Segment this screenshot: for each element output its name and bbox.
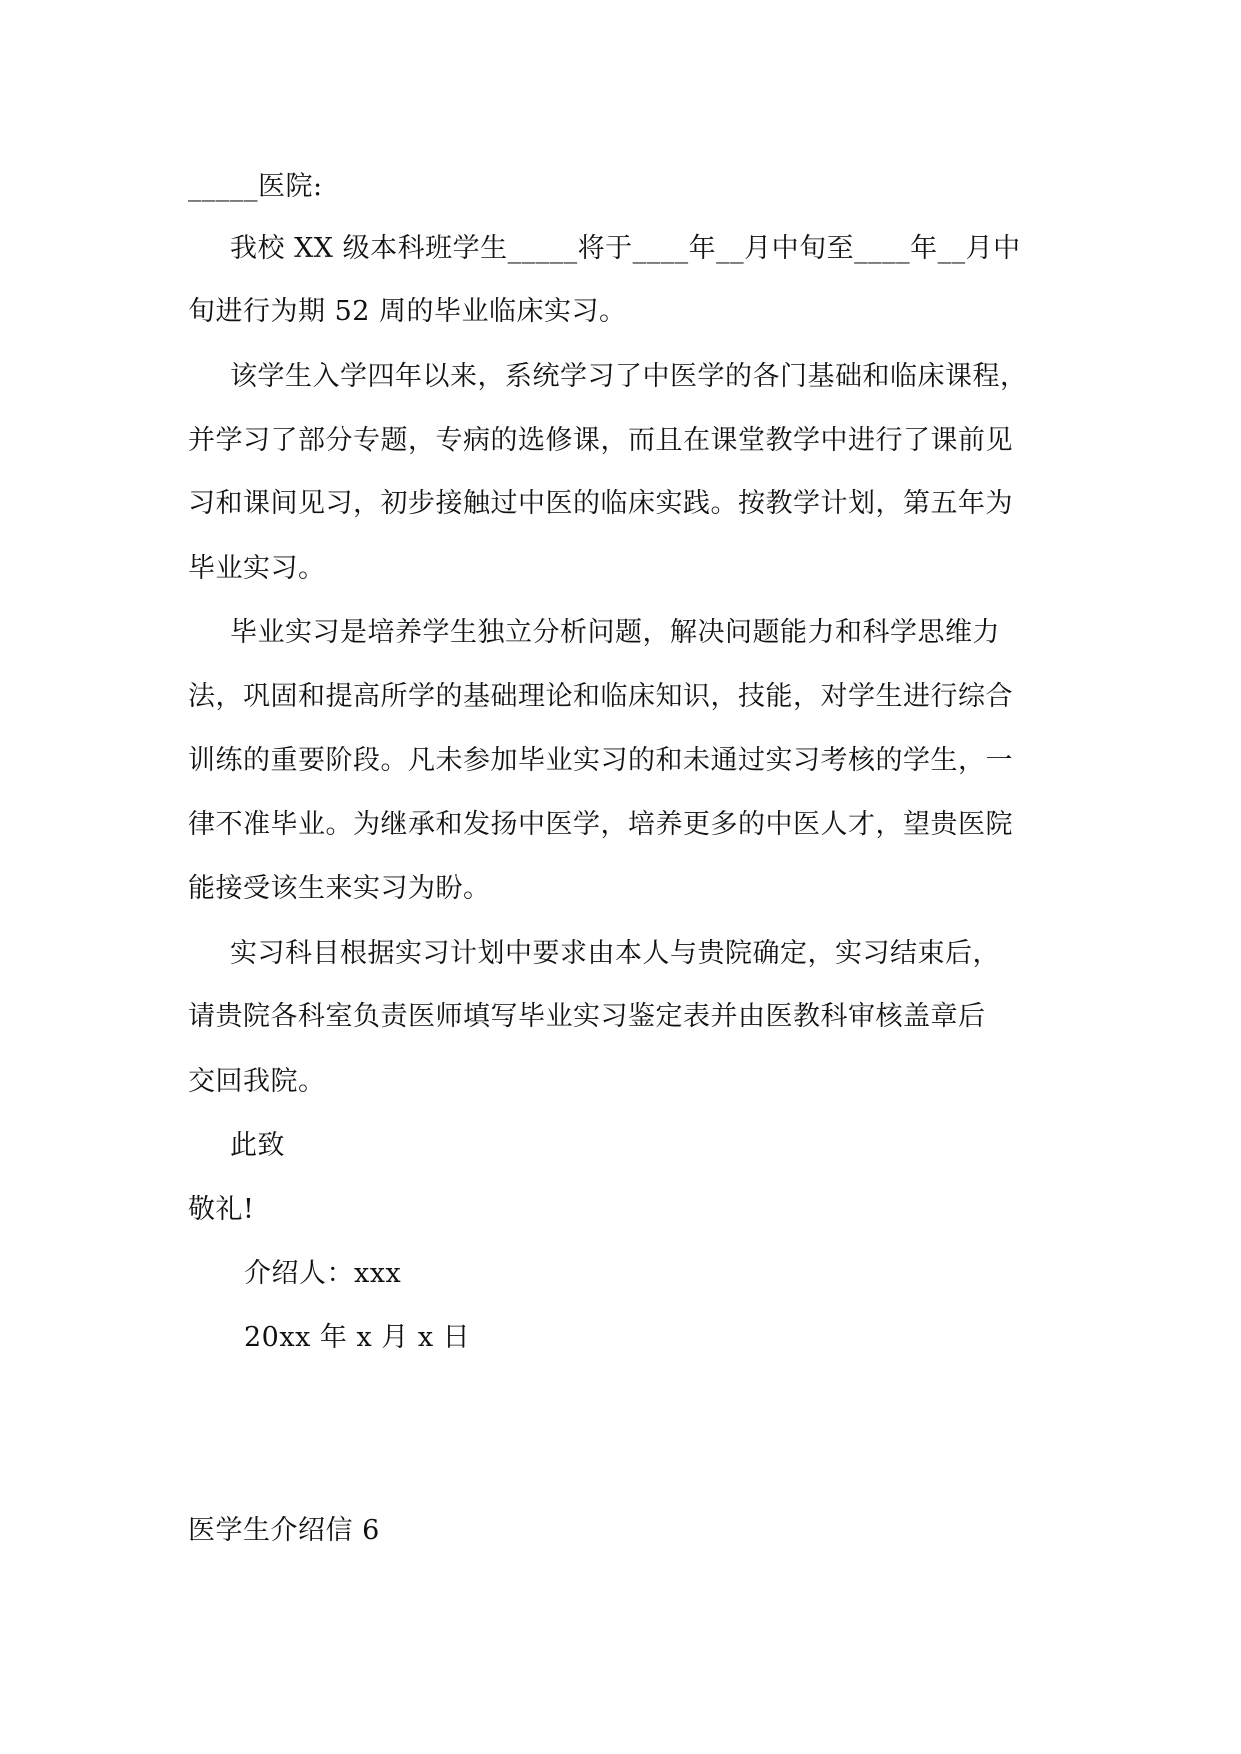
paragraph-2-line-3: 习和课间见习，初步接触过中医的临床实践。按教学计划，第五年为 [188,488,1013,519]
paragraph-2-line-4: 毕业实习。 [188,553,326,584]
paragraph-3-line-5: 能接受该生来实习为盼。 [188,873,491,904]
closing-respectfully: 此致 [230,1130,285,1161]
paragraph-4-line-3: 交回我院。 [188,1066,326,1097]
paragraph-4-line-2: 请贵院各科室负责医师填写毕业实习鉴定表并由医教科审核盖章后 [188,1001,986,1032]
paragraph-4-line-1: 实习科目根据实习计划中要求由本人与贵院确定，实习结束后， [230,938,1000,969]
paragraph-3-line-4: 律不准毕业。为继承和发扬中医学，培养更多的中医人才，望贵医院 [188,809,1013,840]
paragraph-3-line-3: 训练的重要阶段。凡未参加毕业实习的和未通过实习考核的学生，一 [188,745,1013,776]
date: 20xx 年 x 月 x 日 [244,1322,471,1353]
closing-regards: 敬礼! [188,1194,255,1225]
paragraph-2-line-2: 并学习了部分专题，专病的选修课，而且在课堂教学中进行了课前见 [188,425,1013,456]
salutation: _____医院: [188,171,323,202]
paragraph-2-line-1: 该学生入学四年以来，系统学习了中医学的各门基础和临床课程， [230,361,1028,392]
signer: 介绍人：xxx [244,1258,402,1289]
paragraph-1-line-1: 我校 XX 级本科班学生_____将于____年__月中旬至____年__月中 [230,233,1021,264]
next-letter-heading: 医学生介绍信 6 [188,1515,380,1546]
paragraph-3-line-2: 法，巩固和提高所学的基础理论和临床知识，技能，对学生进行综合 [188,681,1013,712]
paragraph-3-line-1: 毕业实习是培养学生独立分析问题，解决问题能力和科学思维力 [230,617,1000,648]
paragraph-1-line-2: 旬进行为期 52 周的毕业临床实习。 [188,296,627,327]
